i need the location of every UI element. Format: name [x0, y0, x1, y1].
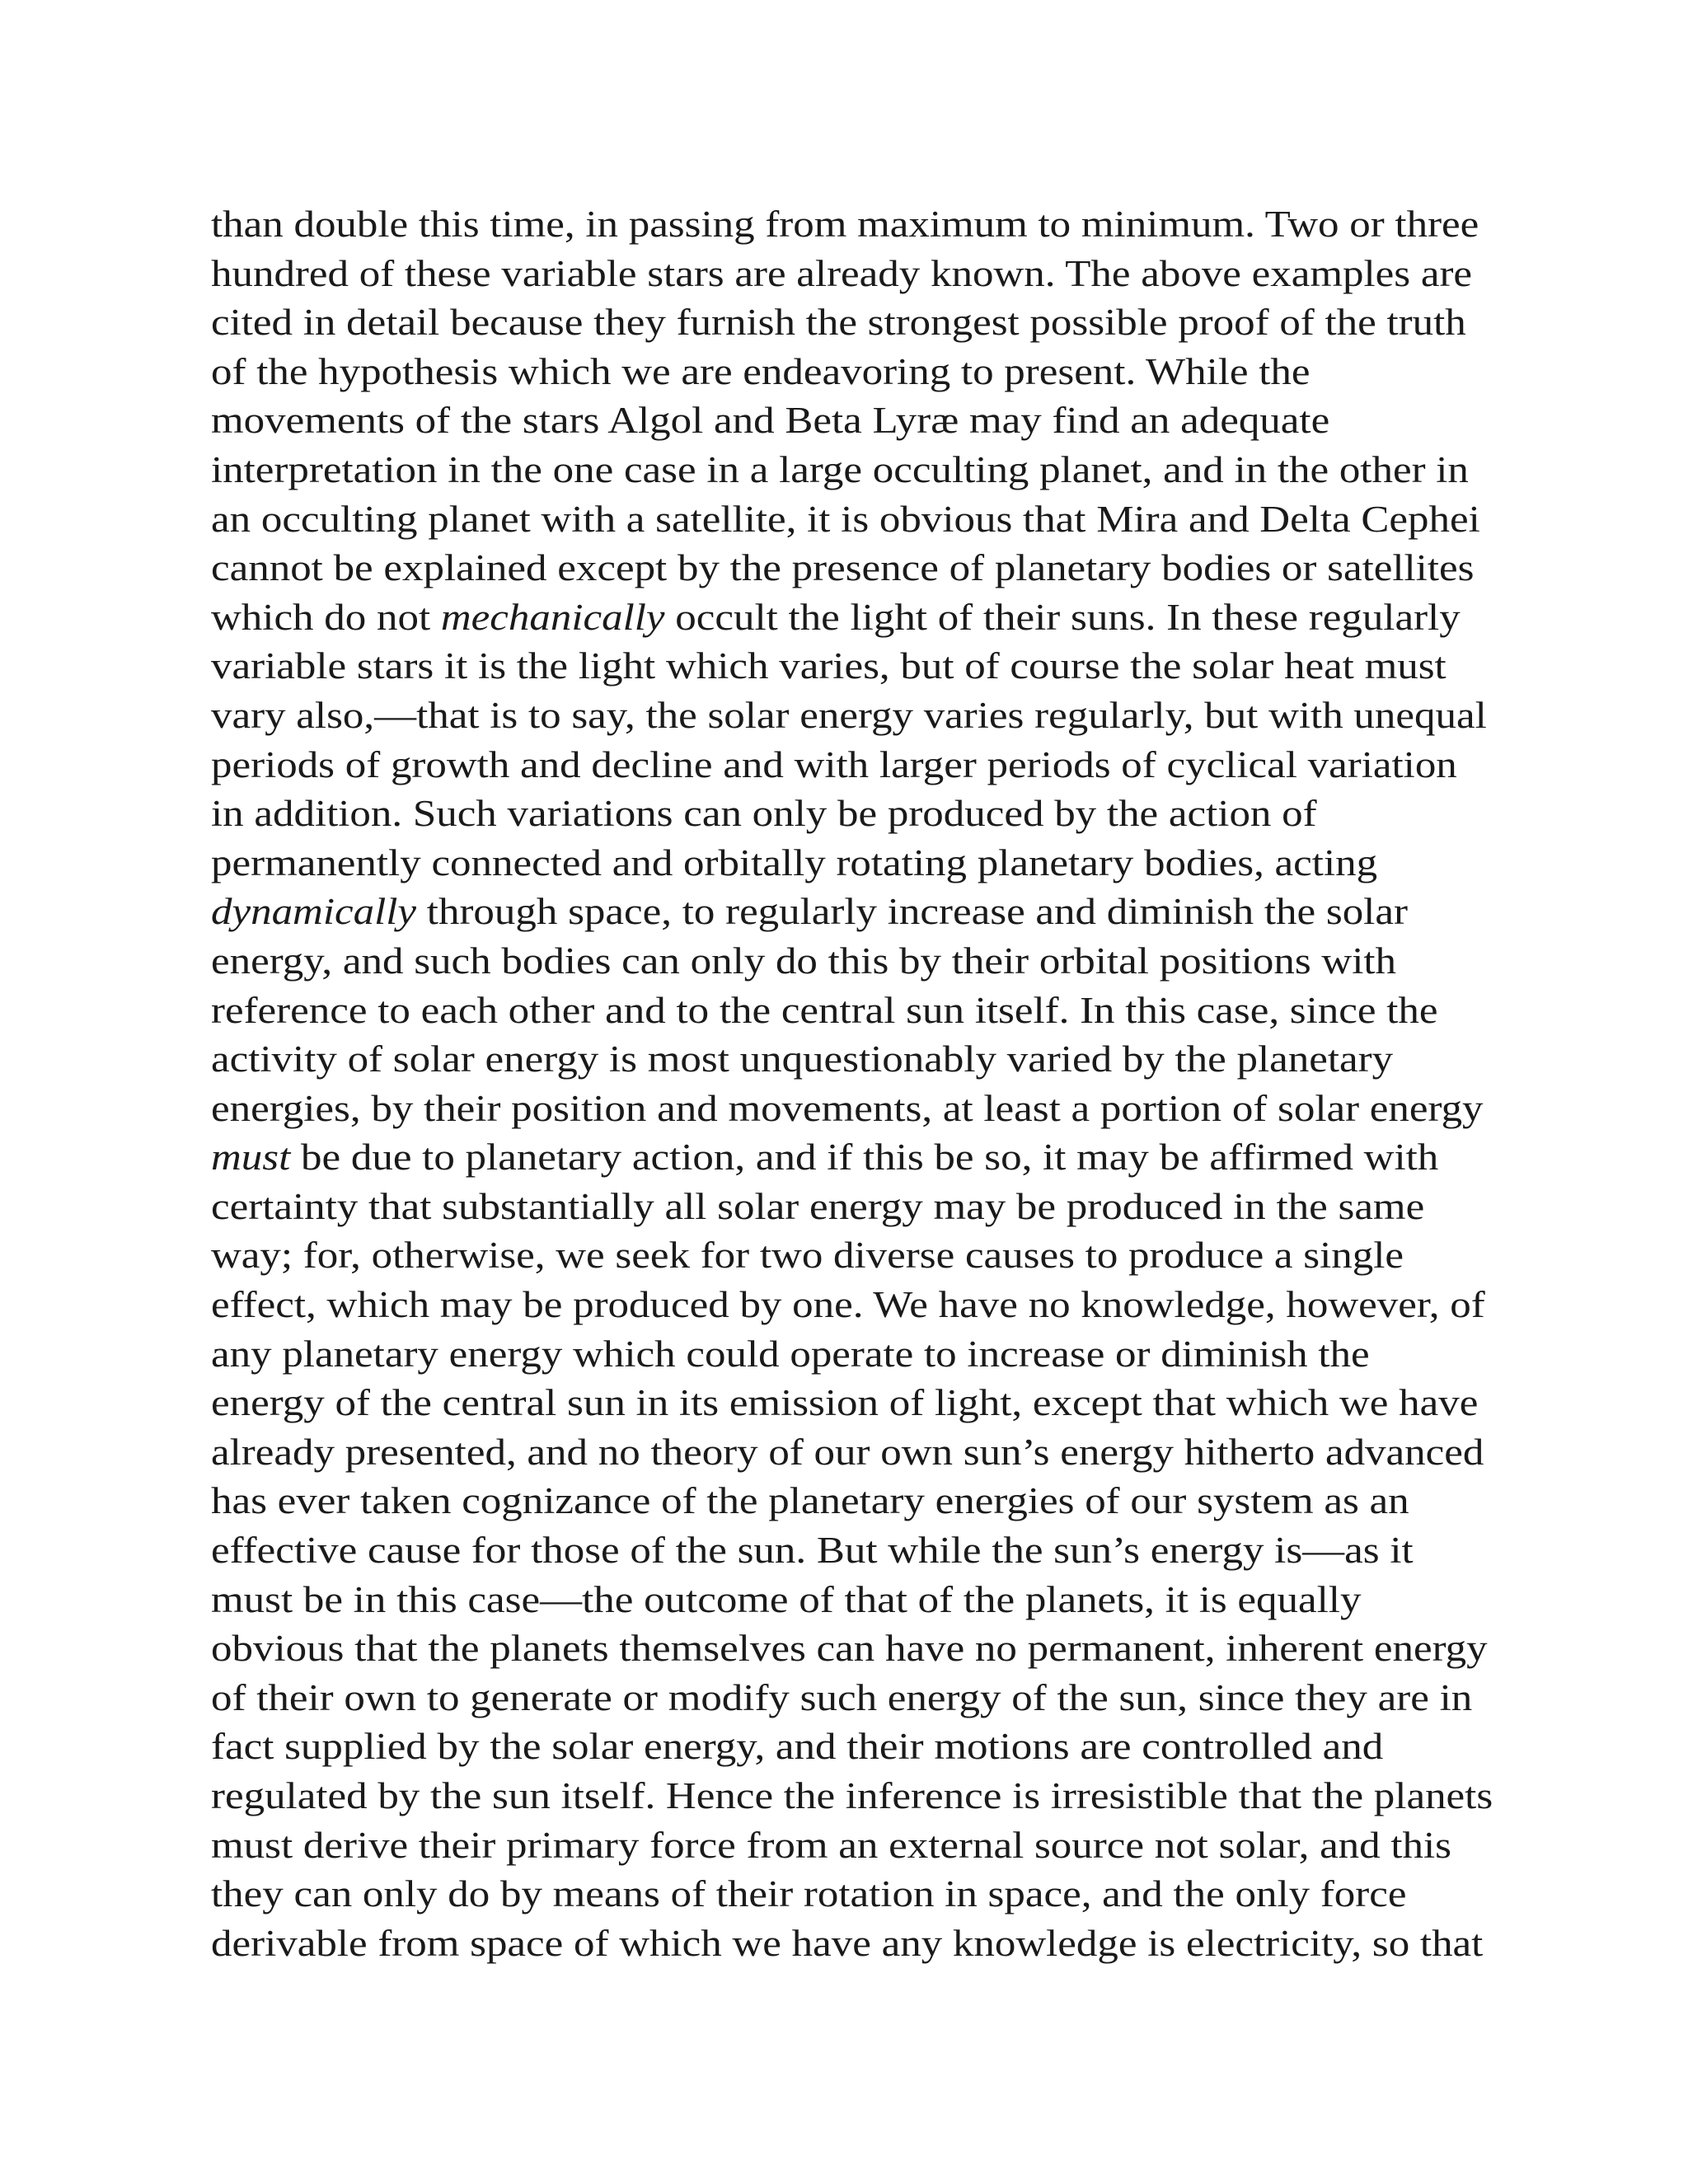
text-segment: interpretation in the one case in a large occulting planet, and in the other in	[211, 448, 1469, 490]
text-line	[211, 298, 1497, 347]
text-line	[211, 1821, 1497, 1870]
text-line	[211, 986, 1497, 1035]
text-line	[211, 1280, 1497, 1329]
text-segment: of the hypothesis which we are endeavoring to present. While the	[211, 349, 1311, 392]
text-segment: in addition. Such variations can only be produced by the action of	[211, 792, 1317, 835]
text-segment: occult the light of their suns. In these regularly	[664, 595, 1461, 638]
text-line	[211, 1230, 1497, 1280]
text-segment: certainty that substantially all solar energy may be produced in the same	[211, 1184, 1425, 1227]
text-segment: effective cause for those of the sun. But while the sun’s energy is—as it	[211, 1529, 1414, 1572]
text-line	[211, 1526, 1497, 1575]
text-segment: any planetary energy which could operate to increase or diminish the	[211, 1332, 1370, 1375]
text-line	[211, 1427, 1497, 1477]
text-line	[211, 249, 1497, 298]
text-line	[211, 1771, 1497, 1821]
text-segment: hundred of these variable stars are already known. The above examples are	[211, 251, 1473, 294]
text-line	[211, 789, 1497, 838]
text-segment: way; for, otherwise, we seek for two diverse causes to produce a single	[211, 1234, 1404, 1277]
text-segment: be due to planetary action, and if this be so, it may be affirmed with	[290, 1136, 1439, 1179]
text-segment: which do not	[211, 595, 441, 638]
text-segment: must derive their primary force from an external source not solar, and this	[211, 1823, 1452, 1866]
text-line	[211, 1869, 1497, 1919]
text-line	[211, 543, 1497, 593]
text-line	[211, 936, 1497, 986]
italic-text: dynamically	[211, 890, 417, 933]
text-line	[211, 347, 1497, 396]
text-segment: permanently connected and orbitally rotating planetary bodies, acting	[211, 841, 1378, 883]
text-segment: must be in this case—the outcome of that of the planets, it is equally	[211, 1577, 1362, 1620]
text-segment: of their own to generate or modify such energy of the sun, since they are in	[211, 1675, 1473, 1718]
text-segment: activity of solar energy is most unquestionably varied by the planetary	[211, 1038, 1394, 1080]
text-line	[211, 396, 1497, 445]
text-line	[211, 740, 1497, 790]
text-segment: cannot be explained except by the presence of planetary bodies or satellites	[211, 546, 1475, 589]
text-line	[211, 445, 1497, 494]
text-segment: periods of growth and decline and with larger periods of cyclical variation	[211, 743, 1457, 785]
text-line	[211, 691, 1497, 740]
text-segment: has ever taken cognizance of the planetary energies of our system as an	[211, 1479, 1409, 1522]
text-line	[211, 593, 1497, 642]
text-segment: energy of the central sun in its emission of light, except that which we have	[211, 1381, 1479, 1424]
text-line	[211, 1624, 1497, 1673]
body-text	[211, 199, 1497, 1967]
text-line	[211, 1722, 1497, 1771]
italic-text: mechanically	[440, 595, 665, 638]
text-segment: reference to each other and to the central sun itself. In this case, since the	[211, 988, 1438, 1031]
text-line	[211, 887, 1497, 936]
text-segment: energy, and such bodies can only do this by their orbital positions with	[211, 939, 1397, 982]
text-line	[211, 1378, 1497, 1427]
text-line	[211, 1919, 1497, 1968]
text-line	[211, 199, 1497, 249]
text-line	[211, 1084, 1497, 1133]
text-segment: energies, by their position and movements, at least a portion of solar energy	[211, 1086, 1484, 1129]
text-line	[211, 838, 1497, 888]
text-segment: an occulting planet with a satellite, it is obvious that Mira and Delta Cephei	[211, 497, 1480, 540]
text-segment: obvious that the planets themselves can have no permanent, inherent energy	[211, 1627, 1488, 1670]
text-segment: movements of the stars Algol and Beta Lyræ may find an adequate	[211, 399, 1330, 442]
text-segment: already presented, and no theory of our own sun’s energy hitherto advanced	[211, 1430, 1484, 1473]
text-segment: variable stars it is the light which varies, but of course the solar heat must	[211, 644, 1447, 687]
text-line	[211, 1329, 1497, 1379]
text-segment: vary also,—that is to say, the solar energy varies regularly, but with unequal	[211, 693, 1487, 736]
text-line	[211, 1575, 1497, 1624]
text-segment: cited in detail because they furnish the strongest possible proof of the truth	[211, 301, 1466, 344]
text-segment: regulated by the sun itself. Hence the inference is irresistible that the planets	[211, 1774, 1493, 1816]
text-segment: than double this time, in passing from maximum to minimum. Two or three	[211, 203, 1479, 245]
text-segment: effect, which may be produced by one. We have no knowledge, however, of	[211, 1283, 1485, 1326]
text-segment: fact supplied by the solar energy, and their motions are controlled and	[211, 1725, 1384, 1768]
italic-text: must	[211, 1136, 291, 1179]
text-segment: through space, to regularly increase and diminish the solar	[416, 890, 1408, 933]
text-segment: they can only do by means of their rotation in space, and the only force	[211, 1872, 1407, 1915]
text-line	[211, 1182, 1497, 1231]
text-line	[211, 641, 1497, 691]
text-line	[211, 1034, 1497, 1084]
text-line	[211, 1132, 1497, 1182]
text-line	[211, 1476, 1497, 1526]
text-line	[211, 494, 1497, 544]
text-segment: derivable from space of which we have any knowledge is electricity, so that	[211, 1921, 1484, 1964]
text-line	[211, 1673, 1497, 1722]
